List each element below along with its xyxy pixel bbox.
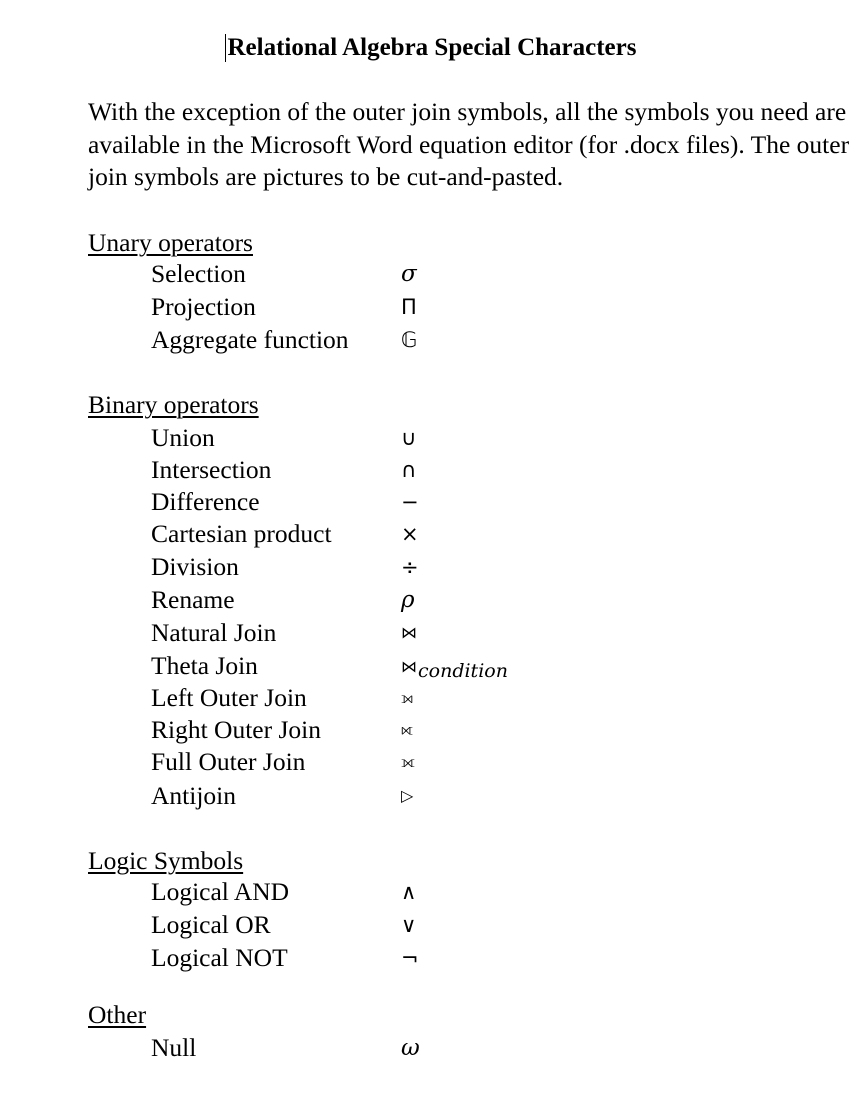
selection-symbol: σ <box>401 261 417 287</box>
operator-name: Antijoin <box>151 781 237 810</box>
operator-name: Projection <box>151 292 256 321</box>
list-item-intersection <box>0 454 862 486</box>
operator-name: Logical NOT <box>151 943 288 972</box>
section-heading-binary: Binary operators <box>88 390 259 419</box>
difference-symbol: − <box>401 490 419 514</box>
operator-name: Full Outer Join <box>151 747 306 776</box>
operator-name: Aggregate function <box>151 325 349 354</box>
null-symbol: ω <box>401 1035 420 1061</box>
operator-name: Natural Join <box>151 618 277 647</box>
operator-name: Left Outer Join <box>151 683 307 712</box>
list-item-logical-and <box>0 876 862 908</box>
operator-name: Theta Join <box>151 651 258 680</box>
operator-name: Right Outer Join <box>151 715 321 744</box>
operator-name: Rename <box>151 585 235 614</box>
rename-symbol: ρ <box>401 587 415 613</box>
operator-name: Union <box>151 423 215 452</box>
intersection-symbol: ∩ <box>401 458 417 482</box>
list-item-natural-join <box>0 617 862 649</box>
projection-symbol: Π <box>401 295 417 319</box>
theta-join-symbol <box>401 650 507 683</box>
list-item-theta-join <box>0 650 862 682</box>
document-title-text: Relational Algebra Special Characters <box>227 34 637 61</box>
list-item-projection <box>0 291 862 323</box>
cartesian-product-symbol: × <box>401 522 419 546</box>
list-item-full-outer-join <box>0 746 862 778</box>
theta-join-condition: condition <box>418 660 508 682</box>
list-item-selection <box>0 258 862 290</box>
division-symbol: ÷ <box>401 555 419 579</box>
list-item-union <box>0 422 862 454</box>
logical-or-symbol: ∨ <box>401 913 417 937</box>
list-item-difference <box>0 486 862 518</box>
left-outer-join-symbol: ⟕ <box>401 688 414 707</box>
list-item-cartesian-product <box>0 518 862 550</box>
list-item-logical-not <box>0 942 862 974</box>
list-item-antijoin <box>0 780 862 812</box>
list-item-rename <box>0 584 862 616</box>
aggregate-symbol: 𝔾 <box>401 328 418 352</box>
intro-paragraph: With the exception of the outer join symbols, all the symbols you need are available in the Microsoft Word equation editor (for .docx files). The outer join symbols are pictures to be cut-and-pasted. <box>88 97 850 191</box>
list-item-right-outer-join <box>0 714 862 746</box>
section-heading-logic: Logic Symbols <box>88 846 244 875</box>
operator-name: Logical AND <box>151 877 290 906</box>
full-outer-join-symbol: ⟗ <box>401 752 415 771</box>
operator-name: Null <box>151 1033 197 1062</box>
list-item-division <box>0 551 862 583</box>
union-symbol: ∪ <box>401 426 417 450</box>
list-item-left-outer-join <box>0 682 862 714</box>
section-heading-other: Other <box>88 1000 147 1029</box>
section-heading-unary: Unary operators <box>88 228 253 257</box>
operator-name: Intersection <box>151 455 272 484</box>
list-item-aggregate-function <box>0 324 862 356</box>
operator-name: Division <box>151 552 239 581</box>
logical-and-symbol: ∧ <box>401 880 417 904</box>
operator-name: Logical OR <box>151 910 271 939</box>
title-container <box>0 28 862 68</box>
list-item-null <box>0 1032 862 1064</box>
list-item-logical-or <box>0 909 862 941</box>
document-title[interactable] <box>226 28 637 68</box>
antijoin-symbol: ▷ <box>401 786 414 805</box>
logical-not-symbol: ¬ <box>401 946 419 970</box>
natural-join-symbol: ⋈ <box>401 623 417 642</box>
operator-name: Cartesian product <box>151 519 332 548</box>
text-cursor <box>225 34 227 62</box>
theta-join-glyph: ⋈ <box>401 657 417 676</box>
operator-name: Selection <box>151 259 246 288</box>
right-outer-join-symbol: ⟖ <box>401 720 414 739</box>
operator-name: Difference <box>151 487 260 516</box>
